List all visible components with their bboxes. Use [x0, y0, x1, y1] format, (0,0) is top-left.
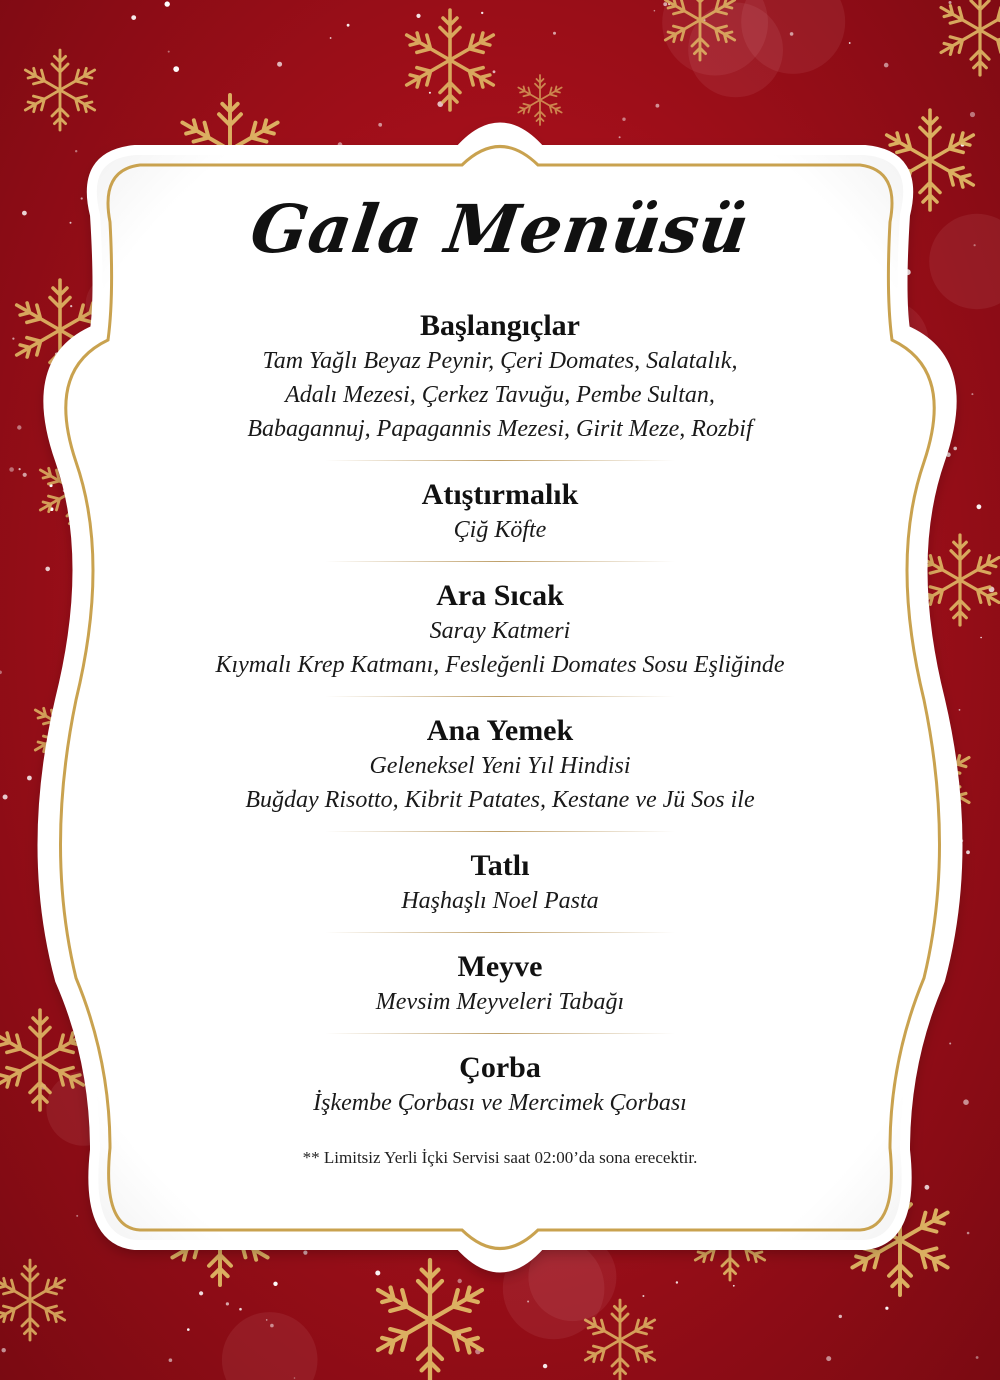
menu-section	[150, 713, 850, 817]
section-divider	[325, 1033, 675, 1034]
section-title: Tatlı	[470, 849, 530, 882]
menu-content	[150, 180, 850, 1168]
menu-item-line: Çiğ Köfte	[453, 517, 547, 543]
menu-item-line: Haşhaşlı Noel Pasta	[401, 888, 599, 914]
drinks-note: ** Limitsiz Yerli İçki Servisi saat 02:00’da sona erecektir.	[302, 1148, 698, 1167]
menu-title: Gala Menüsü	[245, 190, 755, 268]
menu-item-line: Babagannuj, Papagannis Mezesi, Girit Meze, Rozbif	[247, 416, 753, 442]
menu-section	[150, 949, 850, 1019]
section-divider	[325, 696, 675, 697]
menu-section	[150, 578, 850, 682]
section-divider	[325, 932, 675, 933]
section-title: Atıştırmalık	[421, 478, 579, 511]
menu-section	[150, 308, 850, 446]
section-divider	[325, 831, 675, 832]
menu-item-line: Mevsim Meyveleri Tabağı	[375, 989, 625, 1015]
section-title: Ara Sıcak	[436, 579, 564, 612]
section-title: Ana Yemek	[426, 714, 574, 747]
menu-item-line: Saray Katmeri	[429, 618, 571, 644]
menu-item-line: İşkembe Çorbası ve Mercimek Çorbası	[313, 1090, 687, 1116]
section-title: Meyve	[457, 950, 543, 983]
menu-item-line: Buğday Risotto, Kibrit Patates, Kestane ve Jü Sos ile	[245, 787, 755, 813]
menu-sections	[150, 308, 850, 1120]
menu-section	[150, 477, 850, 547]
menu-section	[150, 1050, 850, 1120]
menu-item-line: Adalı Mezesi, Çerkez Tavuğu, Pembe Sultan,	[285, 382, 715, 408]
menu-item-line: Geleneksel Yeni Yıl Hindisi	[369, 753, 631, 779]
menu-section	[150, 848, 850, 918]
section-title: Çorba	[459, 1051, 541, 1084]
section-title: Başlangıçlar	[419, 309, 580, 342]
menu-item-line: Kıymalı Krep Katmanı, Fesleğenli Domates Sosu Eşliğinde	[215, 652, 785, 678]
section-divider	[325, 460, 675, 461]
section-divider	[325, 561, 675, 562]
menu-item-line: Tam Yağlı Beyaz Peynir, Çeri Domates, Salatalık,	[262, 348, 738, 374]
